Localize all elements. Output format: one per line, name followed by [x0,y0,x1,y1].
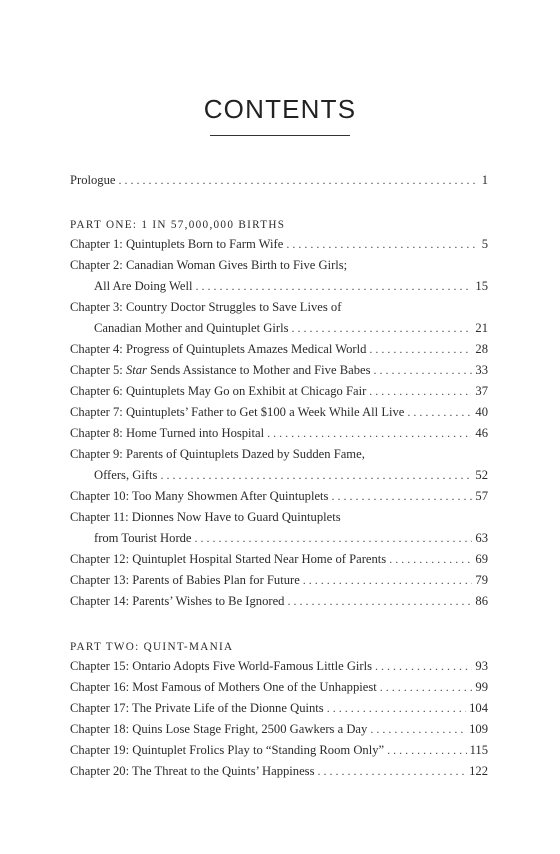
dot-leader [195,531,473,546]
toc-entry-page: 104 [469,701,488,715]
toc-entry-label: Chapter 20: The Threat to the Quints’ Happiness [70,764,315,778]
title-rule [210,135,350,136]
toc-entry-page: 46 [475,426,488,440]
dot-leader [327,701,466,716]
dot-leader [380,680,473,695]
dot-leader [373,363,472,378]
toc-entry-page: 21 [475,321,488,335]
toc-entry-label-cont: All Are Doing Well [94,279,193,293]
toc-entry-label: Chapter 14: Parents’ Wishes to Be Ignored [70,594,285,608]
dot-leader [195,279,472,294]
toc-entry-chapter-5[interactable] [70,363,488,383]
dot-leader [287,594,472,609]
toc-entry-label: Chapter 15: Ontario Adopts Five World-Famous Little Girls [70,659,373,673]
toc-entry-label: Chapter 17: The Private Life of the Dionne Quints [70,701,324,715]
toc-entry-page: 99 [475,680,488,694]
page-title: CONTENTS [203,94,357,124]
toc-entry-chapter-9-cont[interactable] [94,468,488,488]
toc-entry-chapter-16[interactable] [70,680,488,700]
dot-leader [369,384,472,399]
toc-entry-label: Chapter 3: Country Doctor Struggles to Save Lives of [70,300,342,314]
dot-leader [369,342,472,357]
toc-entry-chapter-14[interactable] [70,594,488,614]
toc-entry-label-cont: Offers, Gifts [94,468,158,482]
toc-entry-label: Prologue [70,173,116,187]
dot-leader [303,573,473,588]
part-one-heading: PART ONE: 1 IN 57,000,000 BIRTHS [70,219,286,231]
toc-entry-chapter-8[interactable] [70,426,488,446]
dot-leader [160,468,472,483]
toc-entry-chapter-11[interactable] [70,510,488,530]
toc-entry-page: 109 [469,722,488,736]
toc-entry-label: Chapter 4: Progress of Quintuplets Amazes Medical World [70,342,367,356]
dot-leader [387,743,466,758]
toc-entry-label: Chapter 1: Quintuplets Born to Farm Wife [70,237,284,251]
toc-entry-page: 28 [475,342,488,356]
dot-leader [118,173,478,188]
toc-entry-label: Chapter 10: Too Many Showmen After Quintuplets [70,489,329,503]
toc-entry-page: 122 [469,764,488,778]
newspaper-name: Star [125,363,147,377]
toc-entry-chapter-3-cont[interactable] [94,321,488,341]
toc-entry-label-cont: from Tourist Horde [94,531,192,545]
dot-leader [291,321,472,336]
toc-entry-page: 69 [475,552,488,566]
toc-entry-page: 52 [475,468,488,482]
toc-entry-page: 40 [475,405,488,419]
toc-entry-label-cont: Canadian Mother and Quintuplet Girls [94,321,289,335]
toc-entry-label: Chapter 5: Star Sends Assistance to Mother and Five Babes [70,363,371,377]
toc-entry-page: 33 [475,363,488,377]
toc-entry-label: Chapter 18: Quins Lose Stage Fright, 2500 Gawkers a Day [70,722,368,736]
dot-leader [317,764,466,779]
toc-entry-label: Chapter 9: Parents of Quintuplets Dazed by Sudden Fame, [70,447,365,461]
toc-entry-page: 115 [469,743,488,757]
toc-entry-chapter-15[interactable] [70,659,488,679]
toc-entry-page: 93 [475,659,488,673]
toc-entry-chapter-10[interactable] [70,489,488,509]
toc-entry-page: 63 [475,531,488,545]
toc-entry-chapter-20[interactable] [70,764,488,784]
toc-entry-page: 86 [475,594,488,608]
toc-entry-chapter-2[interactable] [70,258,488,278]
toc-entry-page: 5 [481,237,488,251]
dot-leader [370,722,466,737]
toc-entry-chapter-13[interactable] [70,573,488,593]
dot-leader [286,237,478,252]
part-two-heading: PART TWO: QUINT-MANIA [70,641,234,653]
toc-entry-chapter-9[interactable] [70,447,488,467]
toc-entry-label: Chapter 16: Most Famous of Mothers One of the Unhappiest [70,680,377,694]
toc-entry-label: Chapter 19: Quintuplet Frolics Play to “Standing Room Only” [70,743,385,757]
dot-leader [375,659,472,674]
toc-entry-chapter-19[interactable] [70,743,488,763]
toc-entry-chapter-2-cont[interactable] [94,279,488,299]
toc-entry-prologue[interactable] [70,173,488,193]
toc-entry-chapter-1[interactable] [70,237,488,257]
toc-entry-label: Chapter 12: Quintuplet Hospital Started Near Home of Parents [70,552,387,566]
dot-leader [331,489,472,504]
dot-leader [407,405,472,420]
toc-entry-label: Chapter 13: Parents of Babies Plan for Future [70,573,300,587]
toc-entry-chapter-3[interactable] [70,300,488,320]
toc-entry-chapter-18[interactable] [70,722,488,742]
toc-entry-chapter-4[interactable] [70,342,488,362]
toc-entry-page: 15 [475,279,488,293]
toc-entry-chapter-11-cont[interactable] [94,531,488,551]
toc-entry-chapter-7[interactable] [70,405,488,425]
toc-entry-page: 57 [475,489,488,503]
toc-entry-chapter-17[interactable] [70,701,488,721]
toc-entry-chapter-6[interactable] [70,384,488,404]
toc-entry-label: Chapter 11: Dionnes Now Have to Guard Quintuplets [70,510,341,524]
toc-entry-page: 79 [475,573,488,587]
toc-entry-label: Chapter 6: Quintuplets May Go on Exhibit at Chicago Fair [70,384,367,398]
toc-entry-page: 1 [481,173,488,187]
toc-entry-chapter-12[interactable] [70,552,488,572]
toc-entry-page: 37 [475,384,488,398]
toc-entry-label: Chapter 8: Home Turned into Hospital [70,426,265,440]
toc-entry-label: Chapter 7: Quintuplets’ Father to Get $100 a Week While All Live [70,405,405,419]
dot-leader [389,552,472,567]
dot-leader [267,426,472,441]
toc-entry-label: Chapter 2: Canadian Woman Gives Birth to Five Girls; [70,258,348,272]
